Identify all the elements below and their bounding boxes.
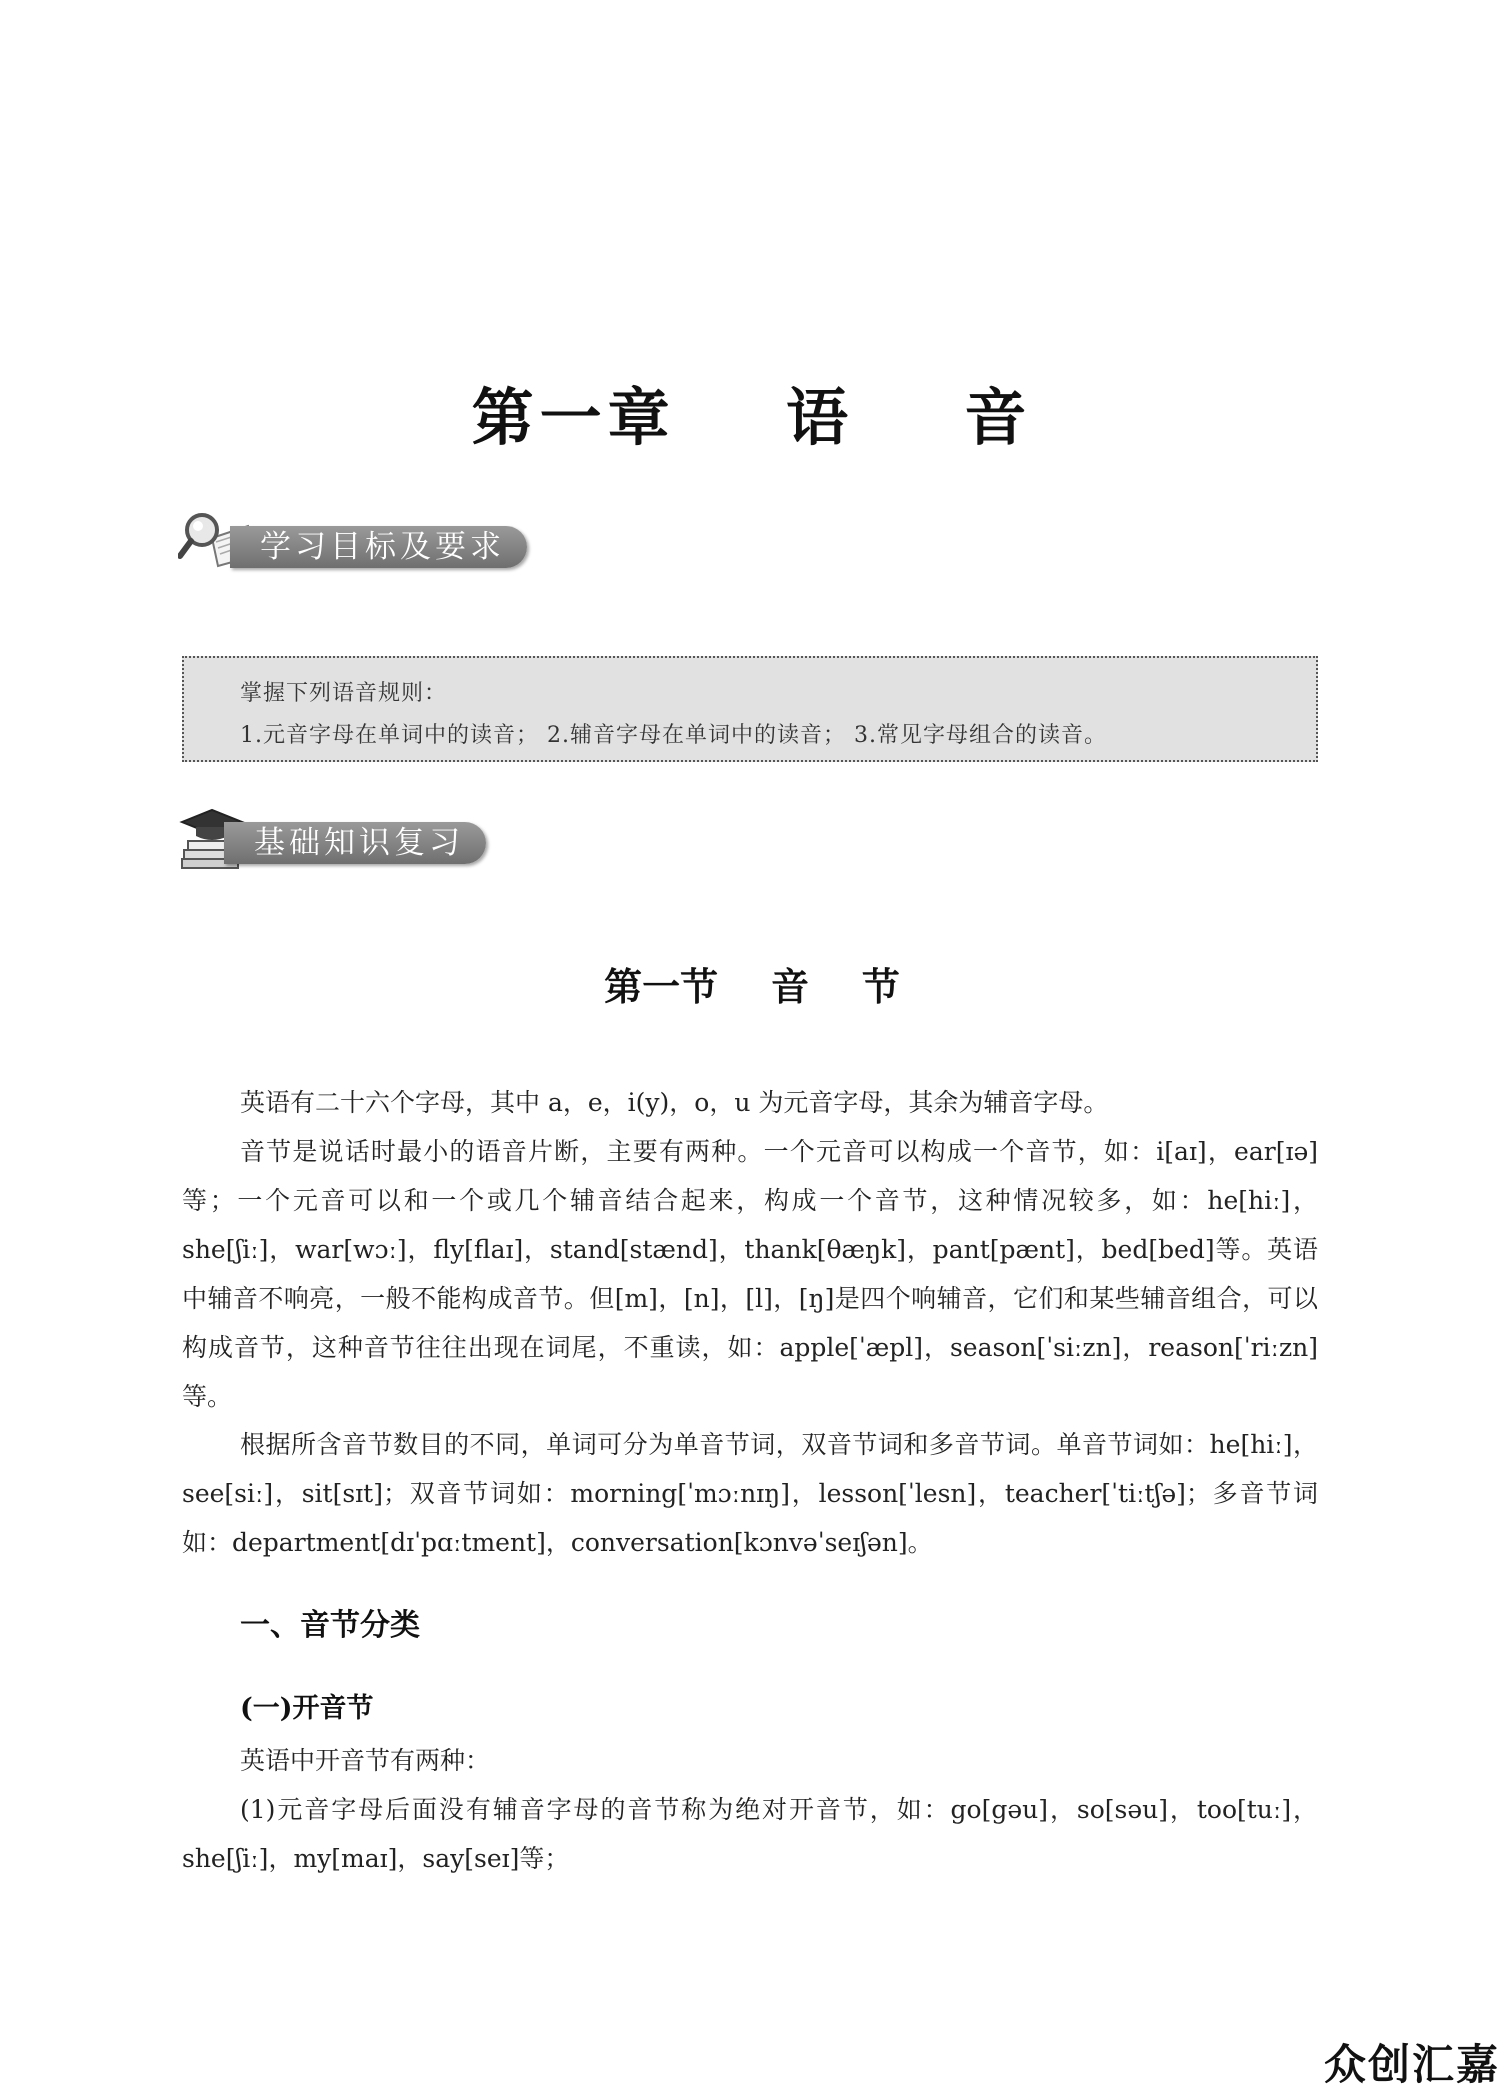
review-banner: [178, 818, 498, 868]
objectives-banner: [178, 522, 558, 572]
subsubsection-title: (一)开音节: [240, 1693, 374, 1724]
objectives-box: [182, 656, 1318, 762]
objectives-items: 1.元音字母在单词中的读音； 2.辅音字母在单词中的读音； 3.常见字母组合的读音。: [240, 723, 1107, 748]
chapter-title: 第一章 语 音: [471, 381, 1033, 454]
paragraph-2: 音节是说话时最小的语音片断，主要有两种。一个元音可以构成一个音节，如：i[aɪ]，ear[ɪə]等；一个元音可以和一个或几个辅音结合起来，构成一个音节，这种情况较多，如：he[hiː]，she[ʃiː]，war[wɔː]，fly[flaɪ]，stand[stænd]，thank[θæŋk]，pant[pænt]，bed[bed]等。英语中辅音不响亮，一般不能构成音节。但[m]，[n]，[l]，[ŋ]是四个响辅音，它们和某些辅音组合，可以构成音节，这种音节往往出现在词尾，不重读，如：apple[ˈæpl]，season[ˈsiːzn]，reason[ˈriːzn]等。: [182, 1137, 1318, 1411]
open-syllable-intro: 英语中开音节有两种：: [240, 1746, 491, 1775]
paragraph-3: 根据所含音节数目的不同，单词可分为单音节词，双音节词和多音节词。单音节词如：he[hiː]，see[siː]，sit[sɪt]；双音节词如：morning[ˈmɔːnɪŋ]，lesson[ˈlesn]，teacher[ˈtiːtʃə]；多音节词如：department[dɪˈpɑːtment]，conversation[kɔnvəˈseɪʃən]。: [182, 1430, 1318, 1557]
subsection-title: 一、音节分类: [240, 1608, 420, 1643]
open-syllable-item-1: (1)元音字母后面没有辅音字母的音节称为绝对开音节，如：go[gəu]，so[səu]，too[tuː]，she[ʃiː]，my[maɪ]，say[seɪ]等；: [182, 1795, 1318, 1873]
review-banner-label: 基础知识复习: [224, 822, 486, 864]
watermark: 众创汇嘉: [1323, 2040, 1500, 2089]
section-title: 第一节 音 节: [604, 964, 900, 1009]
objectives-banner-label: 学习目标及要求: [230, 526, 527, 568]
paragraph-1: 英语有二十六个字母，其中 a，e，i(y)，o，u 为元音字母，其余为辅音字母。: [240, 1088, 1109, 1117]
objectives-intro: 掌握下列语音规则：: [240, 681, 448, 706]
